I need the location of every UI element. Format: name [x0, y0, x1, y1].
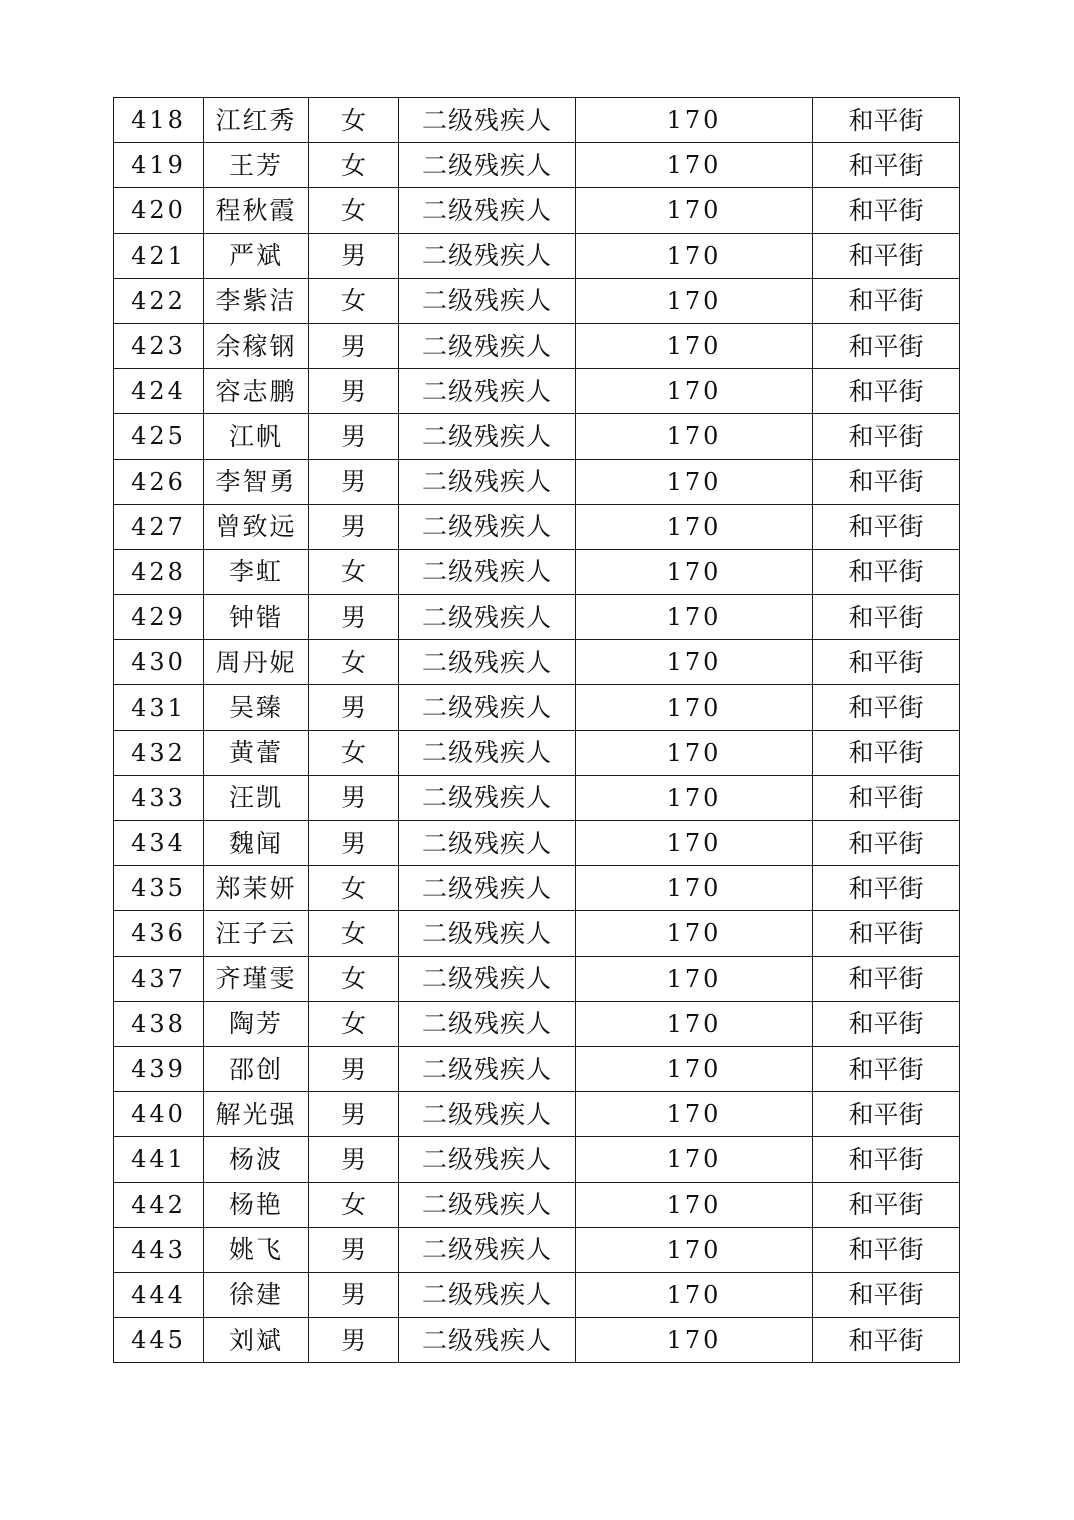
table-row	[114, 143, 960, 188]
gender-cell: 女	[309, 98, 399, 143]
table-row	[114, 1318, 960, 1363]
row-number-cell: 430	[114, 640, 204, 685]
amount-cell: 170	[576, 866, 813, 911]
category-cell: 二级残疾人	[399, 549, 576, 594]
table-row	[114, 1182, 960, 1227]
roster-table	[113, 97, 960, 1363]
amount-cell: 170	[576, 143, 813, 188]
table-row	[114, 956, 960, 1001]
row-number-cell: 428	[114, 549, 204, 594]
amount-cell: 170	[576, 595, 813, 640]
row-number-cell: 436	[114, 911, 204, 956]
amount-cell: 170	[576, 956, 813, 1001]
street-cell: 和平街	[813, 1046, 960, 1091]
amount-cell: 170	[576, 459, 813, 504]
street-cell: 和平街	[813, 911, 960, 956]
name-cell: 钟锴	[204, 595, 309, 640]
name-cell: 余稼钢	[204, 323, 309, 368]
table-row	[114, 1227, 960, 1272]
category-cell: 二级残疾人	[399, 1227, 576, 1272]
row-number-cell: 420	[114, 188, 204, 233]
name-cell: 郑茉妍	[204, 866, 309, 911]
row-number-cell: 445	[114, 1318, 204, 1363]
category-cell: 二级残疾人	[399, 1092, 576, 1137]
category-cell: 二级残疾人	[399, 1182, 576, 1227]
amount-cell: 170	[576, 1227, 813, 1272]
amount-cell: 170	[576, 98, 813, 143]
table-row	[114, 459, 960, 504]
street-cell: 和平街	[813, 1092, 960, 1137]
row-number-cell: 424	[114, 369, 204, 414]
table-row	[114, 414, 960, 459]
amount-cell: 170	[576, 1092, 813, 1137]
table-row	[114, 98, 960, 143]
row-number-cell: 433	[114, 775, 204, 820]
table-row	[114, 595, 960, 640]
amount-cell: 170	[576, 233, 813, 278]
gender-cell: 女	[309, 188, 399, 233]
table-row	[114, 1137, 960, 1182]
amount-cell: 170	[576, 1046, 813, 1091]
gender-cell: 男	[309, 1046, 399, 1091]
name-cell: 李紫洁	[204, 278, 309, 323]
table-row	[114, 1046, 960, 1091]
row-number-cell: 419	[114, 143, 204, 188]
street-cell: 和平街	[813, 323, 960, 368]
street-cell: 和平街	[813, 956, 960, 1001]
row-number-cell: 421	[114, 233, 204, 278]
name-cell: 李虹	[204, 549, 309, 594]
table-row	[114, 866, 960, 911]
category-cell: 二级残疾人	[399, 730, 576, 775]
name-cell: 解光强	[204, 1092, 309, 1137]
name-cell: 杨艳	[204, 1182, 309, 1227]
table-row	[114, 1092, 960, 1137]
gender-cell: 女	[309, 956, 399, 1001]
name-cell: 徐建	[204, 1272, 309, 1317]
name-cell: 江帆	[204, 414, 309, 459]
name-cell: 李智勇	[204, 459, 309, 504]
name-cell: 杨波	[204, 1137, 309, 1182]
amount-cell: 170	[576, 1137, 813, 1182]
amount-cell: 170	[576, 504, 813, 549]
row-number-cell: 438	[114, 1001, 204, 1046]
gender-cell: 男	[309, 1272, 399, 1317]
name-cell: 汪凯	[204, 775, 309, 820]
street-cell: 和平街	[813, 369, 960, 414]
category-cell: 二级残疾人	[399, 459, 576, 504]
street-cell: 和平街	[813, 821, 960, 866]
gender-cell: 男	[309, 233, 399, 278]
row-number-cell: 441	[114, 1137, 204, 1182]
category-cell: 二级残疾人	[399, 821, 576, 866]
street-cell: 和平街	[813, 1137, 960, 1182]
gender-cell: 男	[309, 1227, 399, 1272]
row-number-cell: 439	[114, 1046, 204, 1091]
row-number-cell: 425	[114, 414, 204, 459]
amount-cell: 170	[576, 685, 813, 730]
row-number-cell: 418	[114, 98, 204, 143]
table-row	[114, 504, 960, 549]
amount-cell: 170	[576, 278, 813, 323]
row-number-cell: 434	[114, 821, 204, 866]
category-cell: 二级残疾人	[399, 685, 576, 730]
category-cell: 二级残疾人	[399, 1137, 576, 1182]
row-number-cell: 422	[114, 278, 204, 323]
street-cell: 和平街	[813, 278, 960, 323]
gender-cell: 女	[309, 911, 399, 956]
gender-cell: 男	[309, 459, 399, 504]
category-cell: 二级残疾人	[399, 278, 576, 323]
row-number-cell: 426	[114, 459, 204, 504]
roster-table-body	[114, 98, 960, 1363]
table-row	[114, 1272, 960, 1317]
row-number-cell: 443	[114, 1227, 204, 1272]
name-cell: 容志鹏	[204, 369, 309, 414]
gender-cell: 男	[309, 775, 399, 820]
category-cell: 二级残疾人	[399, 414, 576, 459]
street-cell: 和平街	[813, 188, 960, 233]
table-row	[114, 775, 960, 820]
street-cell: 和平街	[813, 414, 960, 459]
gender-cell: 男	[309, 821, 399, 866]
name-cell: 周丹妮	[204, 640, 309, 685]
category-cell: 二级残疾人	[399, 1046, 576, 1091]
name-cell: 姚飞	[204, 1227, 309, 1272]
street-cell: 和平街	[813, 504, 960, 549]
category-cell: 二级残疾人	[399, 911, 576, 956]
row-number-cell: 423	[114, 323, 204, 368]
gender-cell: 女	[309, 549, 399, 594]
table-row	[114, 730, 960, 775]
amount-cell: 170	[576, 323, 813, 368]
table-row	[114, 640, 960, 685]
table-row	[114, 911, 960, 956]
category-cell: 二级残疾人	[399, 1272, 576, 1317]
name-cell: 曾致远	[204, 504, 309, 549]
category-cell: 二级残疾人	[399, 504, 576, 549]
row-number-cell: 437	[114, 956, 204, 1001]
street-cell: 和平街	[813, 1318, 960, 1363]
table-row	[114, 369, 960, 414]
name-cell: 汪子云	[204, 911, 309, 956]
amount-cell: 170	[576, 640, 813, 685]
row-number-cell: 442	[114, 1182, 204, 1227]
amount-cell: 170	[576, 369, 813, 414]
street-cell: 和平街	[813, 866, 960, 911]
row-number-cell: 444	[114, 1272, 204, 1317]
gender-cell: 女	[309, 1182, 399, 1227]
table-row	[114, 549, 960, 594]
category-cell: 二级残疾人	[399, 775, 576, 820]
gender-cell: 男	[309, 323, 399, 368]
amount-cell: 170	[576, 1182, 813, 1227]
gender-cell: 女	[309, 640, 399, 685]
row-number-cell: 432	[114, 730, 204, 775]
amount-cell: 170	[576, 775, 813, 820]
gender-cell: 男	[309, 504, 399, 549]
category-cell: 二级残疾人	[399, 640, 576, 685]
street-cell: 和平街	[813, 640, 960, 685]
table-row	[114, 233, 960, 278]
name-cell: 江红秀	[204, 98, 309, 143]
category-cell: 二级残疾人	[399, 595, 576, 640]
category-cell: 二级残疾人	[399, 369, 576, 414]
gender-cell: 男	[309, 1318, 399, 1363]
row-number-cell: 429	[114, 595, 204, 640]
gender-cell: 女	[309, 866, 399, 911]
category-cell: 二级残疾人	[399, 143, 576, 188]
gender-cell: 女	[309, 1001, 399, 1046]
street-cell: 和平街	[813, 730, 960, 775]
category-cell: 二级残疾人	[399, 866, 576, 911]
street-cell: 和平街	[813, 1227, 960, 1272]
name-cell: 严斌	[204, 233, 309, 278]
amount-cell: 170	[576, 549, 813, 594]
table-row	[114, 323, 960, 368]
table-row	[114, 188, 960, 233]
street-cell: 和平街	[813, 1182, 960, 1227]
row-number-cell: 440	[114, 1092, 204, 1137]
gender-cell: 男	[309, 369, 399, 414]
table-row	[114, 685, 960, 730]
row-number-cell: 431	[114, 685, 204, 730]
gender-cell: 男	[309, 1137, 399, 1182]
gender-cell: 男	[309, 595, 399, 640]
street-cell: 和平街	[813, 1272, 960, 1317]
name-cell: 邵创	[204, 1046, 309, 1091]
street-cell: 和平街	[813, 595, 960, 640]
amount-cell: 170	[576, 911, 813, 956]
name-cell: 王芳	[204, 143, 309, 188]
amount-cell: 170	[576, 188, 813, 233]
gender-cell: 男	[309, 1092, 399, 1137]
street-cell: 和平街	[813, 98, 960, 143]
name-cell: 刘斌	[204, 1318, 309, 1363]
gender-cell: 女	[309, 143, 399, 188]
name-cell: 魏闻	[204, 821, 309, 866]
street-cell: 和平街	[813, 233, 960, 278]
category-cell: 二级残疾人	[399, 1318, 576, 1363]
name-cell: 吴臻	[204, 685, 309, 730]
table-row	[114, 821, 960, 866]
category-cell: 二级残疾人	[399, 188, 576, 233]
street-cell: 和平街	[813, 143, 960, 188]
row-number-cell: 427	[114, 504, 204, 549]
street-cell: 和平街	[813, 549, 960, 594]
street-cell: 和平街	[813, 775, 960, 820]
gender-cell: 男	[309, 685, 399, 730]
category-cell: 二级残疾人	[399, 323, 576, 368]
category-cell: 二级残疾人	[399, 1001, 576, 1046]
table-row	[114, 1001, 960, 1046]
street-cell: 和平街	[813, 1001, 960, 1046]
gender-cell: 女	[309, 278, 399, 323]
gender-cell: 女	[309, 730, 399, 775]
amount-cell: 170	[576, 821, 813, 866]
name-cell: 陶芳	[204, 1001, 309, 1046]
category-cell: 二级残疾人	[399, 233, 576, 278]
amount-cell: 170	[576, 1001, 813, 1046]
gender-cell: 男	[309, 414, 399, 459]
name-cell: 程秋霞	[204, 188, 309, 233]
amount-cell: 170	[576, 1318, 813, 1363]
category-cell: 二级残疾人	[399, 98, 576, 143]
street-cell: 和平街	[813, 685, 960, 730]
row-number-cell: 435	[114, 866, 204, 911]
amount-cell: 170	[576, 414, 813, 459]
street-cell: 和平街	[813, 459, 960, 504]
category-cell: 二级残疾人	[399, 956, 576, 1001]
name-cell: 齐瑾雯	[204, 956, 309, 1001]
amount-cell: 170	[576, 730, 813, 775]
table-row	[114, 278, 960, 323]
amount-cell: 170	[576, 1272, 813, 1317]
name-cell: 黄蕾	[204, 730, 309, 775]
